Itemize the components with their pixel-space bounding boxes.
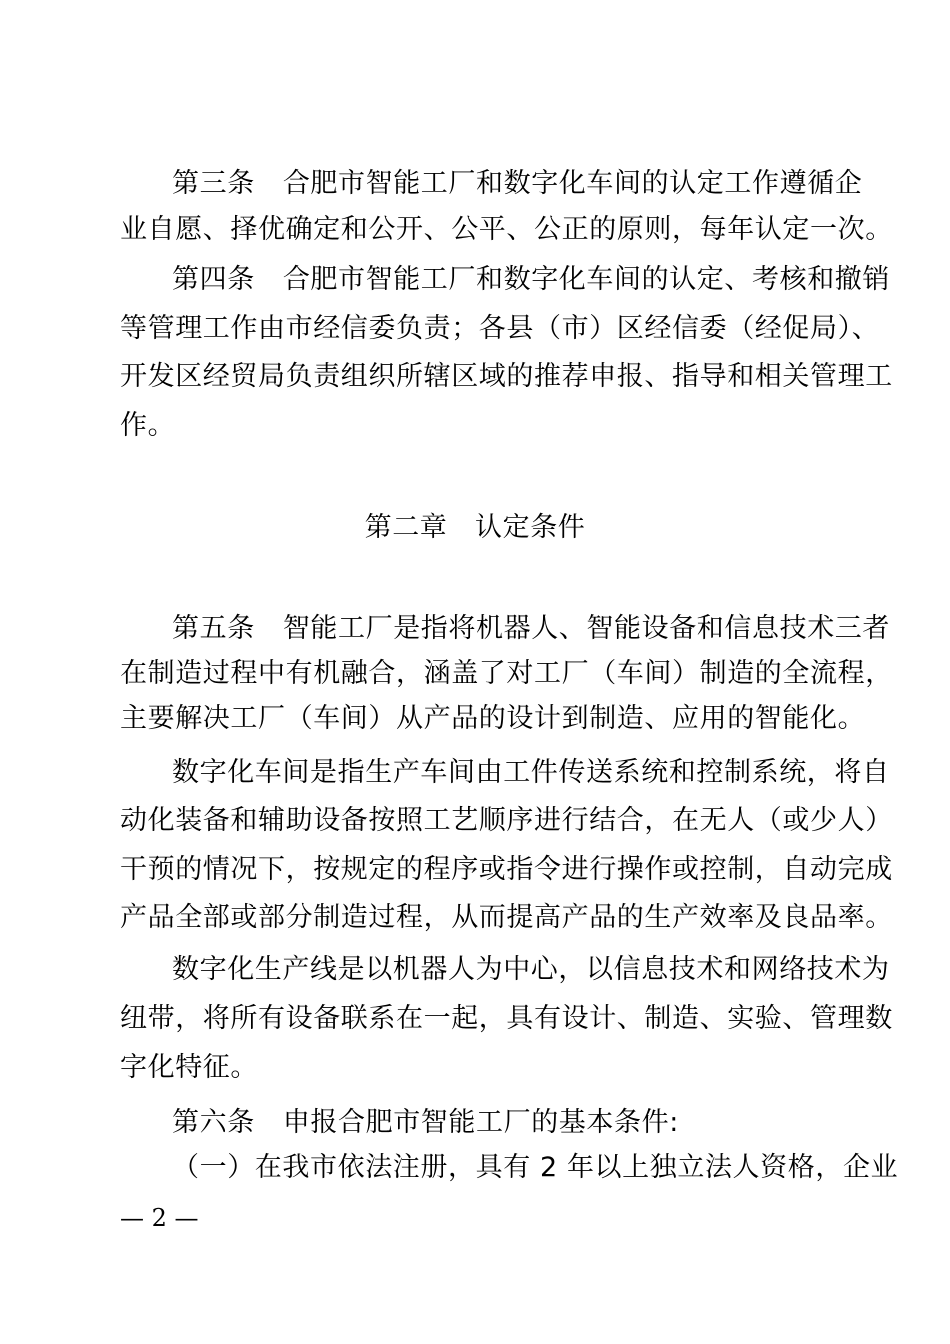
workshop-line-3: 干预的情况下，按规定的程序或指令进行操作或控制，自动完成 — [120, 854, 893, 885]
article5-line-3: 主要解决工厂（车间）从产品的设计到制造、应用的智能化。 — [120, 703, 866, 734]
page-number: — 2 — — [120, 1204, 199, 1232]
workshop-line-2: 动化装备和辅助设备按照工艺顺序进行结合，在无人（或少人） — [120, 805, 893, 836]
article6-text-1: 申报合肥市智能工厂的基本条件: — [282, 1107, 679, 1138]
workshop-line-1: 数字化车间是指生产车间由工件传送系统和控制系统，将自 — [172, 757, 890, 788]
article3-text-1: 合肥市智能工厂和数字化车间的认定工作遵循企 — [282, 168, 863, 199]
article4-text-1: 合肥市智能工厂和数字化车间的认定、考核和撤销 — [282, 264, 891, 295]
article5-line-2: 在制造过程中有机融合，涵盖了对工厂（车间）制造的全流程， — [120, 658, 893, 689]
article4-line-4: 作。 — [120, 410, 176, 441]
article6-line-1 — [172, 1105, 832, 1141]
article4-line-2: 等管理工作由市经信委负责；各县（市）区经信委（经促局）、 — [120, 313, 880, 344]
article6-label: 第六条 — [172, 1107, 255, 1138]
article5-text-1: 智能工厂是指将机器人、智能设备和信息技术三者 — [282, 613, 891, 644]
article4-label: 第四条 — [172, 264, 255, 295]
article3-line-1 — [172, 166, 863, 202]
article3-label: 第三条 — [172, 168, 255, 199]
item1-line-1: （一）在我市依法注册，具有 2 年以上独立法人资格，企业 — [172, 1152, 899, 1183]
article4-line-3: 开发区经贸局负责组织所辖区域的推荐申报、指导和相关管理工 — [120, 361, 893, 392]
article4-line-1 — [172, 262, 891, 298]
production-line-2: 纽带，将所有设备联系在一起，具有设计、制造、实验、管理数 — [120, 1003, 893, 1034]
production-line-1: 数字化生产线是以机器人为中心，以信息技术和网络技术为 — [172, 954, 890, 985]
article5-label: 第五条 — [172, 613, 255, 644]
article3-line-2: 业自愿、择优确定和公开、公平、公正的原则，每年认定一次。 — [120, 214, 893, 245]
workshop-line-4: 产品全部或部分制造过程，从而提高产品的生产效率及良品率。 — [120, 902, 893, 933]
article5-line-1 — [172, 611, 891, 647]
chapter-title: 第二章 认定条件 — [364, 512, 586, 543]
production-line-3: 字化特征。 — [120, 1052, 258, 1083]
